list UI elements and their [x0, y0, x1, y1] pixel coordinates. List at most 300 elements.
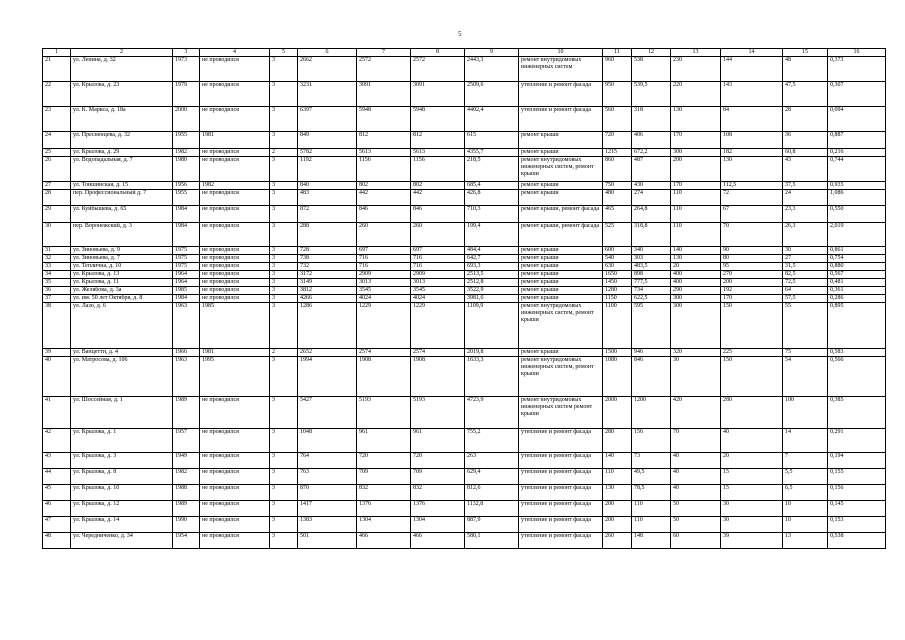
column-header: 6: [298, 49, 357, 57]
table-cell: 1956: [173, 182, 200, 190]
table-cell: 90: [721, 247, 783, 255]
table-cell: 1908: [357, 357, 411, 397]
table-cell: 5,5: [783, 469, 828, 485]
table-cell: 1984: [173, 206, 200, 223]
table-cell: 2: [270, 349, 298, 357]
table-cell: 716: [411, 255, 465, 263]
table-cell: 130: [671, 255, 721, 263]
table-row: [43, 485, 886, 501]
table-cell: 5613: [411, 149, 465, 157]
table-cell: 140: [671, 247, 721, 255]
table-cell: 2000: [173, 107, 200, 132]
table-cell: 20: [671, 263, 721, 271]
table-row: [43, 429, 886, 453]
table-cell: не проводился: [200, 287, 270, 295]
table-cell: пер. Профессиональный д. 7: [71, 190, 173, 206]
table-row: [43, 517, 886, 533]
table-cell: 108: [721, 132, 783, 149]
table-cell: 15: [721, 469, 783, 485]
table-cell: 466: [357, 533, 411, 549]
table-cell: 1994: [298, 357, 357, 397]
table-cell: 264,8: [632, 206, 671, 223]
table-cell: 2574: [411, 349, 465, 357]
table-cell: 2512,8: [465, 279, 519, 287]
table-cell: 764: [298, 453, 357, 469]
table-cell: ремонт крыши: [519, 149, 603, 157]
table-cell: ремонт крыши: [519, 349, 603, 357]
table-cell: не проводился: [200, 157, 270, 182]
table-cell: 1383: [298, 517, 357, 533]
table-cell: 3: [270, 429, 298, 453]
table-cell: ул. Ванцетти, д. 4: [71, 349, 173, 357]
table-cell: 26: [43, 157, 71, 182]
table-cell: ремонт крыши: [519, 132, 603, 149]
table-cell: 1304: [357, 517, 411, 533]
table-cell: 340: [632, 247, 671, 255]
table-cell: 525: [603, 223, 632, 247]
table-cell: 33: [43, 263, 71, 271]
table-cell: не проводился: [200, 517, 270, 533]
table-cell: 3981,6: [465, 295, 519, 303]
table-cell: 728: [298, 247, 357, 255]
table-cell: 0,307: [828, 82, 886, 107]
table-cell: 80: [721, 255, 783, 263]
table-cell: 54: [783, 357, 828, 397]
table-cell: 15: [721, 485, 783, 501]
table-cell: 480: [603, 190, 632, 206]
table-cell: 1156: [357, 157, 411, 182]
table-cell: 0,567: [828, 271, 886, 279]
table-cell: 0,156: [828, 485, 886, 501]
table-cell: не проводился: [200, 429, 270, 453]
table-cell: 1964: [173, 279, 200, 287]
table-cell: не проводился: [200, 279, 270, 287]
table-cell: 4355,7: [465, 149, 519, 157]
table-cell: ул. Крылова, д. 13: [71, 271, 173, 279]
table-cell: 832: [411, 485, 465, 501]
table-cell: ул. Крылова, д. 3: [71, 453, 173, 469]
table-cell: 200: [671, 157, 721, 182]
table-cell: 400: [671, 279, 721, 287]
table-cell: 2000: [603, 397, 632, 429]
table-cell: 5193: [357, 397, 411, 429]
table-cell: 130: [721, 157, 783, 182]
table-cell: 420: [671, 397, 721, 429]
table-cell: 720: [603, 132, 632, 149]
table-cell: не проводился: [200, 107, 270, 132]
table-cell: 303: [632, 255, 671, 263]
table-cell: 218,5: [465, 157, 519, 182]
table-cell: 615: [465, 132, 519, 149]
table-cell: 1988: [173, 485, 200, 501]
table-cell: 1973: [173, 57, 200, 82]
table-cell: 40: [43, 357, 71, 397]
table-cell: ул. им. 50 лет Октября, д. 8: [71, 295, 173, 303]
table-cell: 148: [632, 533, 671, 549]
table-row: [43, 149, 886, 157]
table-cell: 1215: [603, 149, 632, 157]
table-cell: 3: [270, 157, 298, 182]
table-cell: 466: [411, 533, 465, 549]
table-cell: 47,5: [783, 82, 828, 107]
table-cell: 1990: [173, 517, 200, 533]
table-cell: 1376: [411, 501, 465, 517]
table-cell: 263: [465, 453, 519, 469]
table-cell: ул. Крылова, д. 11: [71, 279, 173, 287]
table-cell: 73: [632, 453, 671, 469]
table-cell: 3: [270, 57, 298, 82]
table-cell: 3: [270, 397, 298, 429]
table-cell: 1286: [298, 303, 357, 349]
table-cell: 3: [270, 287, 298, 295]
table-row: [43, 295, 886, 303]
table-cell: 5613: [357, 149, 411, 157]
table-cell: 300: [671, 149, 721, 157]
table-cell: 27: [43, 182, 71, 190]
table-row: [43, 287, 886, 295]
table-cell: 23,3: [783, 206, 828, 223]
column-header: 3: [173, 49, 200, 57]
table-cell: 30: [721, 517, 783, 533]
table-cell: 1954: [173, 533, 200, 549]
table-cell: 1417: [298, 501, 357, 517]
table-cell: 3: [270, 132, 298, 149]
table-cell: не проводился: [200, 149, 270, 157]
table-cell: 946: [632, 349, 671, 357]
table-cell: 738: [298, 255, 357, 263]
table-cell: 1982: [173, 149, 200, 157]
table-row: [43, 397, 886, 429]
table-cell: 110: [671, 190, 721, 206]
table-cell: 0,887: [828, 132, 886, 149]
table-cell: 1156: [411, 157, 465, 182]
table-cell: 960: [603, 57, 632, 82]
table-cell: 802: [357, 182, 411, 190]
table-cell: 1975: [173, 263, 200, 271]
table-cell: 110: [632, 517, 671, 533]
table-cell: 0,291: [828, 429, 886, 453]
table-cell: ремонт внутридомовых инженерных систем, ремонт крыши: [519, 303, 603, 349]
table-cell: 24: [783, 190, 828, 206]
table-cell: 3812: [298, 287, 357, 295]
table-cell: 5948: [357, 107, 411, 132]
table-cell: 31,5: [783, 263, 828, 271]
table-row: [43, 357, 886, 397]
table-cell: 3545: [357, 287, 411, 295]
table-cell: 55: [783, 303, 828, 349]
table-cell: 5427: [298, 397, 357, 429]
table-cell: утепление и ремонт фасада: [519, 485, 603, 501]
table-cell: 1192: [298, 157, 357, 182]
table-cell: 961: [357, 429, 411, 453]
table-cell: 5948: [411, 107, 465, 132]
table-cell: 270: [721, 271, 783, 279]
table-cell: 961: [411, 429, 465, 453]
table-cell: ул. Зиновьева, д. 7: [71, 255, 173, 263]
table-cell: 46: [43, 501, 71, 517]
table-cell: ул. Пресненцева, д. 32: [71, 132, 173, 149]
column-header: 14: [721, 49, 783, 57]
table-cell: 3: [270, 190, 298, 206]
table-cell: 595: [632, 303, 671, 349]
table-cell: ул. Крылова, д. 10: [71, 485, 173, 501]
table-cell: 4024: [411, 295, 465, 303]
table-cell: 143: [721, 82, 783, 107]
table-cell: ул. Шоссейная, д. 1: [71, 397, 173, 429]
table-cell: ремонт внутридомовых инженерных систем, ремонт крыши: [519, 357, 603, 397]
table-cell: 3: [270, 107, 298, 132]
table-cell: пер. Воронежский, д. 3: [71, 223, 173, 247]
table-cell: 1955: [173, 190, 200, 206]
table-cell: ремонт крыши: [519, 263, 603, 271]
table-cell: 32: [43, 255, 71, 263]
table-cell: 130: [603, 485, 632, 501]
table-row: [43, 255, 886, 263]
table-cell: 3: [270, 517, 298, 533]
table-cell: 40: [721, 429, 783, 453]
table-cell: 755,2: [465, 429, 519, 453]
table-cell: 487: [632, 157, 671, 182]
table-cell: 0,550: [828, 206, 886, 223]
table-row: [43, 182, 886, 190]
table-cell: не проводился: [200, 82, 270, 107]
table-cell: 280: [603, 429, 632, 453]
column-header: 16: [828, 49, 886, 57]
table-cell: ул. Куйбышева, д. 65: [71, 206, 173, 223]
table-row: [43, 82, 886, 107]
table-cell: 60,8: [783, 149, 828, 157]
table-cell: 812: [357, 132, 411, 149]
table-cell: 10: [783, 517, 828, 533]
table-cell: 1963: [173, 357, 200, 397]
table-cell: 0,373: [828, 57, 886, 82]
table-cell: утепление и ремонт фасада: [519, 469, 603, 485]
table-cell: 0,481: [828, 279, 886, 287]
table-cell: 100: [783, 397, 828, 429]
table-cell: утепление и ремонт фасада: [519, 517, 603, 533]
table-row: [43, 247, 886, 255]
table-cell: 4024: [357, 295, 411, 303]
table-cell: 4266: [298, 295, 357, 303]
table-cell: ул. Крылова, д. 8: [71, 469, 173, 485]
table-cell: 465: [603, 206, 632, 223]
table-cell: 1229: [357, 303, 411, 349]
table-cell: 5193: [411, 397, 465, 429]
table-cell: 26,3: [783, 223, 828, 247]
table-cell: 442: [411, 190, 465, 206]
table-cell: не проводился: [200, 501, 270, 517]
table-cell: 31: [43, 247, 71, 255]
table-cell: 426,8: [465, 190, 519, 206]
table-cell: ремонт крыши: [519, 182, 603, 190]
table-cell: 112,5: [721, 182, 783, 190]
table-row: [43, 303, 886, 349]
table-cell: 1989: [173, 397, 200, 429]
table-cell: 182: [721, 149, 783, 157]
column-header: 7: [357, 49, 411, 57]
table-cell: 2: [270, 149, 298, 157]
table-cell: утепление и ремонт фасада: [519, 453, 603, 469]
table-cell: 1376: [357, 501, 411, 517]
table-cell: 2909: [411, 271, 465, 279]
table-cell: 3013: [411, 279, 465, 287]
table-cell: 777,5: [632, 279, 671, 287]
table-cell: 3: [270, 255, 298, 263]
table-cell: 3: [270, 295, 298, 303]
table-cell: 40: [671, 453, 721, 469]
table-cell: 1080: [603, 357, 632, 397]
table-cell: 72,5: [783, 279, 828, 287]
table-cell: ул. Желябова, д. 3а: [71, 287, 173, 295]
table-cell: не проводился: [200, 397, 270, 429]
table-cell: 0,361: [828, 287, 886, 295]
table-cell: 0,861: [828, 247, 886, 255]
table-cell: ремонт крыши: [519, 271, 603, 279]
table-cell: 40: [671, 469, 721, 485]
table-cell: 29: [43, 206, 71, 223]
table-cell: 812,6: [465, 485, 519, 501]
table-cell: 225: [721, 349, 783, 357]
table-cell: 483,5: [632, 263, 671, 271]
table-cell: 290: [671, 287, 721, 295]
table-cell: 483: [298, 190, 357, 206]
table-row: [43, 57, 886, 82]
table-cell: 82,5: [783, 271, 828, 279]
table-cell: ул. Крылова, д. 23: [71, 82, 173, 107]
table-cell: 1985: [173, 287, 200, 295]
table-cell: 1975: [173, 247, 200, 255]
table-cell: не проводился: [200, 263, 270, 271]
table-cell: 1963: [173, 303, 200, 349]
table-cell: 280: [721, 397, 783, 429]
table-cell: 14: [783, 429, 828, 453]
table-cell: ремонт крыши: [519, 255, 603, 263]
table-row: [43, 271, 886, 279]
table-cell: не проводился: [200, 247, 270, 255]
table-cell: 10: [783, 501, 828, 517]
table-cell: 720: [357, 453, 411, 469]
table-cell: 318,8: [632, 223, 671, 247]
table-cell: 2443,3: [465, 57, 519, 82]
table-cell: 710,3: [465, 206, 519, 223]
table-cell: 1650: [603, 271, 632, 279]
table-cell: 30: [721, 501, 783, 517]
table-cell: 1989: [173, 501, 200, 517]
table-cell: 30: [783, 247, 828, 255]
table-cell: 0,094: [828, 107, 886, 132]
table-cell: утепление и ремонт фасада: [519, 429, 603, 453]
table-cell: 130: [671, 107, 721, 132]
table-cell: 1048: [298, 429, 357, 453]
table-cell: 832: [357, 485, 411, 501]
table-cell: 30: [671, 357, 721, 397]
table-cell: 1450: [603, 279, 632, 287]
table-cell: 0,583: [828, 349, 886, 357]
table-cell: 1982: [173, 469, 200, 485]
table-cell: 200: [721, 279, 783, 287]
table-cell: ул. Крылова, д. 14: [71, 517, 173, 533]
table-cell: 1304: [411, 517, 465, 533]
table-cell: 1985: [200, 303, 270, 349]
table-row: [43, 190, 886, 206]
table-cell: 2572: [357, 57, 411, 82]
table-cell: 400: [671, 271, 721, 279]
table-cell: 716: [357, 263, 411, 271]
table-cell: 38: [43, 303, 71, 349]
housing-repair-table: [42, 48, 886, 549]
table-cell: 716: [411, 263, 465, 271]
table-cell: 0,754: [828, 255, 886, 263]
table-cell: 70: [671, 429, 721, 453]
table-cell: ул. Водопадальная, д. 7: [71, 157, 173, 182]
table-cell: 812: [411, 132, 465, 149]
table-cell: 0,880: [828, 263, 886, 271]
column-header: 1: [43, 49, 71, 57]
table-cell: 2574: [357, 349, 411, 357]
table-cell: 300: [671, 295, 721, 303]
table-cell: не проводился: [200, 255, 270, 263]
table-cell: 860: [603, 157, 632, 182]
table-cell: 3: [270, 82, 298, 107]
table-cell: 1229: [411, 303, 465, 349]
table-cell: утепление и ремонт фасада: [519, 533, 603, 549]
table-cell: 27: [783, 255, 828, 263]
table-cell: 60: [671, 533, 721, 549]
table-cell: 50: [671, 501, 721, 517]
table-cell: 846: [411, 206, 465, 223]
table-cell: 2652: [298, 349, 357, 357]
table-cell: 3: [270, 206, 298, 223]
table-row: [43, 279, 886, 287]
table-cell: 1109,9: [465, 303, 519, 349]
column-header: 2: [71, 49, 173, 57]
table-cell: 156: [632, 429, 671, 453]
table-cell: 3522,9: [465, 287, 519, 295]
table-cell: 1982: [200, 182, 270, 190]
table-cell: 144: [721, 57, 783, 82]
table-cell: 230: [671, 57, 721, 82]
column-header: 9: [465, 49, 519, 57]
table-cell: 20: [721, 453, 783, 469]
table-cell: 21: [43, 57, 71, 82]
table-cell: 30: [43, 223, 71, 247]
table-cell: 1995: [200, 357, 270, 397]
table-cell: не проводился: [200, 453, 270, 469]
table-cell: ул. К. Маркса, д. 18а: [71, 107, 173, 132]
table-cell: 1100: [603, 303, 632, 349]
table-cell: 3: [270, 247, 298, 255]
table-cell: 0,145: [828, 501, 886, 517]
column-header: 13: [671, 49, 721, 57]
table-cell: ремонт внутридомовых инженерных систем, ремонт крыши: [519, 157, 603, 182]
table-cell: ремонт крыши: [519, 190, 603, 206]
table-cell: 1984: [173, 223, 200, 247]
table-cell: 870: [298, 485, 357, 501]
table-row: [43, 206, 886, 223]
table-cell: 3: [270, 485, 298, 501]
table-cell: 672,2: [632, 149, 671, 157]
table-cell: 47: [43, 517, 71, 533]
table-cell: 39: [43, 349, 71, 357]
table-cell: 78,5: [632, 485, 671, 501]
table-cell: ремонт внутридомовых инженерных систем: [519, 57, 603, 82]
table-cell: 84: [721, 107, 783, 132]
table-cell: 1,086: [828, 190, 886, 206]
table-cell: 318: [632, 107, 671, 132]
table-cell: не проводился: [200, 190, 270, 206]
table-cell: 2572: [411, 57, 465, 82]
table-cell: 48: [783, 57, 828, 82]
